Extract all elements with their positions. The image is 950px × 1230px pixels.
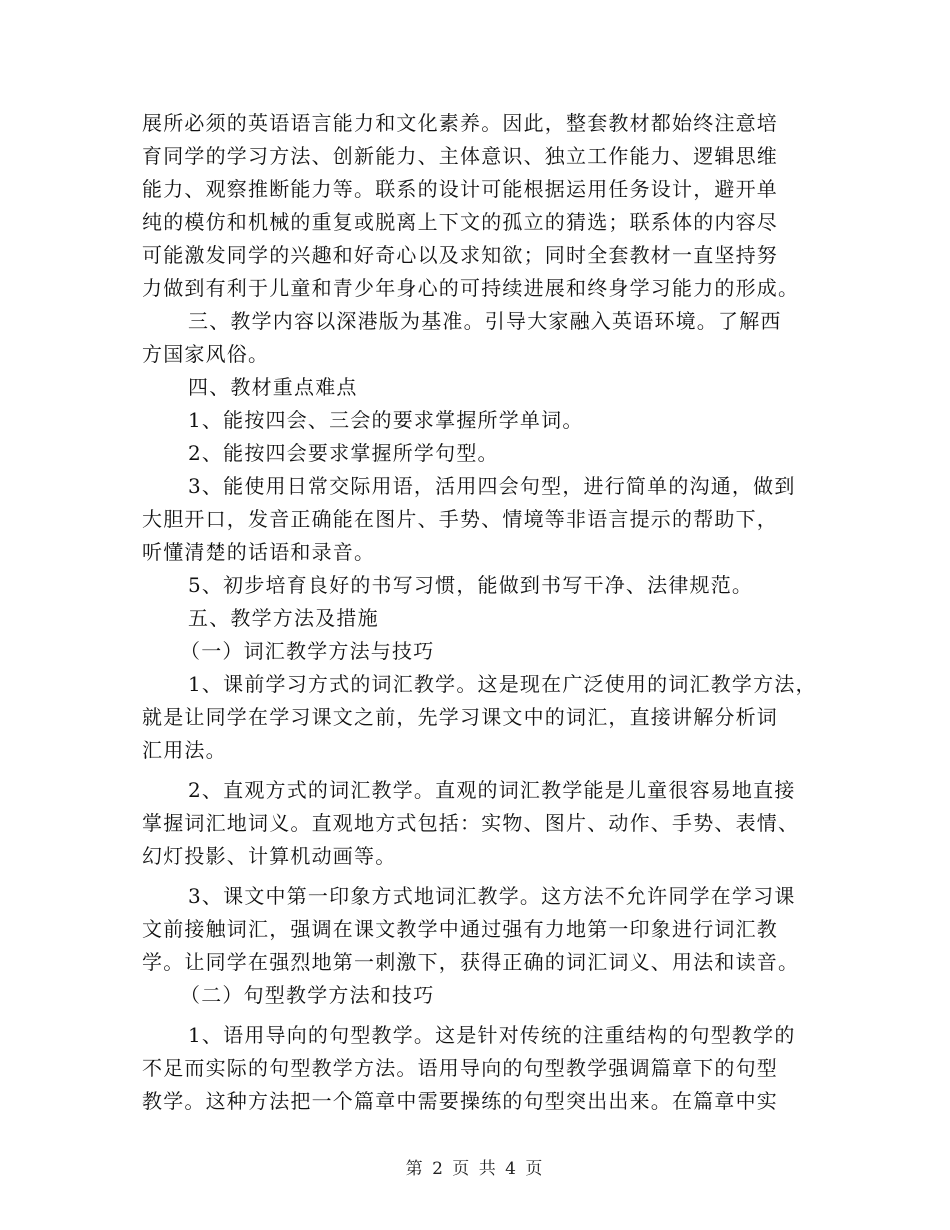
section-heading: 五、教学方法及措施 xyxy=(188,606,379,630)
paragraph-line: 1、语用导向的句型教学。这是针对传统的注重结构的句型教学的 xyxy=(188,1023,796,1047)
text-line: 教学。这种方法把一个篇章中需要操练的句型突出出来。在篇章中实 xyxy=(142,1089,778,1113)
list-item: 2、能按四会要求掌握所学句型。 xyxy=(188,441,499,465)
text-line: 大胆开口，发音正确能在图片、手势、情境等非语言提示的帮助下， xyxy=(142,507,778,531)
text-line: 纯的模仿和机械的重复或脱离上下文的孤立的猜选；联系体的内容尽 xyxy=(142,210,778,234)
text-line: 展所必须的英语语言能力和文化素养。因此，整套教材都始终注意培 xyxy=(142,111,778,135)
page-footer: 第 2 页 共 4 页 xyxy=(405,1159,545,1179)
text-line: 掌握词汇地词义。直观地方式包括：实物、图片、动作、手势、表情、 xyxy=(142,811,800,835)
list-item: 3、能使用日常交际用语，活用四会句型，进行简单的沟通，做到 xyxy=(188,474,796,498)
paragraph-line: 1、课前学习方式的词汇教学。这是现在广泛使用的词汇教学方法， xyxy=(188,672,817,696)
subsection-heading: （二）句型教学方法和技巧 xyxy=(180,983,435,1007)
text-line: 可能激发同学的兴趣和好奇心以及求知欲；同时全套教材一直坚持努 xyxy=(142,243,778,267)
paragraph-line: 3、课文中第一印象方式地词汇教学。这方法不允许同学在学习课 xyxy=(188,884,796,908)
text-line: 文前接触词汇，强调在课文教学中通过强有力地第一印象进行词汇教 xyxy=(142,917,778,941)
text-line: 方国家风俗。 xyxy=(142,342,270,366)
list-item: 5、初步培育良好的书写习惯，能做到书写干净、法律规范。 xyxy=(188,573,754,597)
list-item: 1、能按四会、三会的要求掌握所学单词。 xyxy=(188,408,584,432)
text-line: 三、教学内容以深港版为基准。引导大家融入英语环境。了解西 xyxy=(188,309,782,333)
text-line: 育同学的学习方法、创新能力、主体意识、独立工作能力、逻辑思维 xyxy=(142,144,778,168)
text-line: 能力、观察推断能力等。联系的设计可能根据运用任务设计，避开单 xyxy=(142,177,778,201)
text-line: 就是让同学在学习课文之前，先学习课文中的词汇，直接讲解分析词 xyxy=(142,705,778,729)
section-heading: 四、教材重点难点 xyxy=(188,375,358,399)
text-line: 力做到有利于儿童和青少年身心的可持续进展和终身学习能力的形成。 xyxy=(142,276,800,300)
text-line: 不足而实际的句型教学方法。语用导向的句型教学强调篇章下的句型 xyxy=(142,1056,778,1080)
text-line: 学。让同学在强烈地第一刺激下，获得正确的词汇词义、用法和读音。 xyxy=(142,950,800,974)
text-line: 听懂清楚的话语和录音。 xyxy=(142,540,376,564)
paragraph-line: 2、直观方式的词汇教学。直观的词汇教学能是儿童很容易地直接 xyxy=(188,778,796,802)
subsection-heading: （一）词汇教学方法与技巧 xyxy=(180,639,435,663)
text-line: 汇用法。 xyxy=(142,738,227,762)
text-line: 幻灯投影、计算机动画等。 xyxy=(142,844,397,868)
